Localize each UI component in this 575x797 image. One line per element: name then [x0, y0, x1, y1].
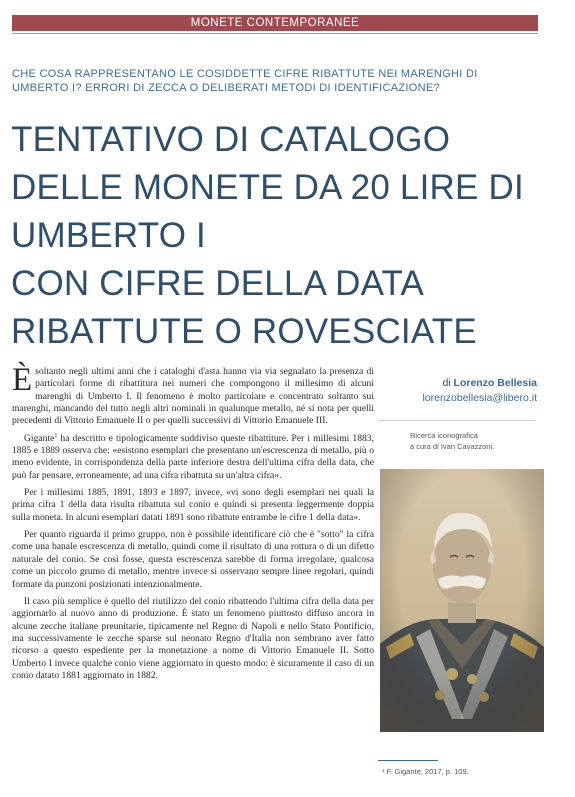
- body-paragraph: [12, 529, 374, 591]
- credit-divider: [378, 420, 536, 421]
- body-paragraph: [12, 596, 374, 682]
- subheading-line: CHE COSA RAPPRESENTANO LE COSIDDETTE CIFRE RIBATTUTE NEI MARENGHI DI: [12, 68, 478, 80]
- title-line: CON CIFRE DELLA DATA: [11, 264, 425, 303]
- body-paragraph: [12, 487, 374, 524]
- paragraph-text: Gigante: [24, 432, 55, 444]
- title-line: TENTATIVO DI CATALOGO: [11, 120, 451, 159]
- article-body: [12, 362, 374, 687]
- portrait-illustration: [380, 469, 544, 732]
- section-rubric: MONETE CONTEMPORANEE: [12, 15, 538, 31]
- credit-line: a cura di Ivan Cavazzoni.: [410, 442, 495, 451]
- subheading-line: UMBERTO I? ERRORI DI ZECCA O DELIBERATI METODI DI IDENTIFICAZIONE?: [12, 82, 440, 94]
- title-line: RIBATTUTE O ROVESCIATE: [11, 312, 477, 351]
- title-line: DELLE MONETE DA 20 LIRE DI: [11, 168, 524, 207]
- byline-author-row: [385, 376, 537, 391]
- rubric-divider: [12, 33, 538, 34]
- paragraph-text: soltanto negli ultimi anni che i cataloghi d'asta hanno via via segnalato la presenza di particolari forme di ribattitura nei numeri che compongono il millesimo di alcuni marenghi di Umberto I. Il fenomeno è molto particolare e concentrato soltanto sui marenghi, mancando del tutto negli altri nominali in qualunque metallo, né si nota per quelli precedenti di Vittorio Emanuele II o per quelli successivi di Vittorio Emanuele III.: [12, 366, 374, 427]
- title-line: UMBERTO I: [11, 216, 206, 255]
- image-credit: [410, 430, 540, 452]
- author-name: Lorenzo Bellesia: [453, 377, 537, 389]
- byline-prefix: di: [442, 377, 454, 389]
- footnote-divider: [378, 760, 438, 761]
- drop-cap: È: [12, 362, 33, 398]
- portrait-photo: [380, 469, 544, 732]
- author-byline: [385, 376, 537, 406]
- paragraph-text: Per quanto riguarda il primo gruppo, non è possibile identificare ciò che è "sotto" la cifra come una banale escrescenza di metallo, quindi come il risultato di una rottura o di un difetto naturale del conio. Se così fosse, questa escrescenza sarebbe di forma irregolare, qualcosa come un piccolo grumo di metallo, mentre invece si osservano sempre linee regolari, quindi formate da punzoni posizionati intenzionalmente.: [12, 529, 374, 590]
- author-email[interactable]: lorenzobellesia@libero.it: [422, 392, 537, 404]
- paragraph-text: Il caso più semplice è quello del riutilizzo del conio ribattendo l'ultima cifra della data per aggiornarlo al nuovo anno di produzione. È stato un fenomeno piuttosto diffuso ancora in alcune zecche italiane preunitarie, tipicamente nel Regno di Napoli e nello Stato Pontificio, ma successivamente le zecche sparse sul neonato Regno d'Italia non sembrano aver fatto ricorso a questo espediente per la monetazione a nome di Vittorio Emanuele II. Sotto Umberto I invece qualche conio viene aggiornato in questo modo: è sicuramente il caso di un conio datato 1881 aggiornato in 1882.: [12, 595, 374, 681]
- paragraph-text: Per i millesimi 1885, 1891, 1893 e 1897, invece, «vi sono degli esemplari nei quali la prima cifra 1 della data risulta ribattuta sul conio e quindi si presenta leggermente doppia sulla moneta. In alcuni esemplari datati 1891 sono ribattute entrambe le cifre 1 della data».: [12, 487, 374, 523]
- body-paragraph: [12, 433, 374, 482]
- footnote-marker[interactable]: 1: [54, 432, 58, 439]
- article-title: [11, 116, 556, 356]
- article-subheading: [12, 67, 542, 95]
- credit-line: Ricerca iconografica: [410, 431, 478, 440]
- paragraph-text: ha descritto e tipologicamente suddiviso queste ribattiture. Per i millesimi 1883, 1885 e 1889 osserva che: «esistono esemplari che presentano un'escrescenza di metallo, più o meno evidente, in corrispondenza della parte inferiore destra dell'ultima cifra della data, che può far pensare, erroneamente, ad una cifra ribattuta su un'altra cifra».: [12, 432, 374, 481]
- body-paragraph: [12, 362, 374, 428]
- footnote: ¹ F. Gigante, 2017, p. 109.: [382, 767, 469, 776]
